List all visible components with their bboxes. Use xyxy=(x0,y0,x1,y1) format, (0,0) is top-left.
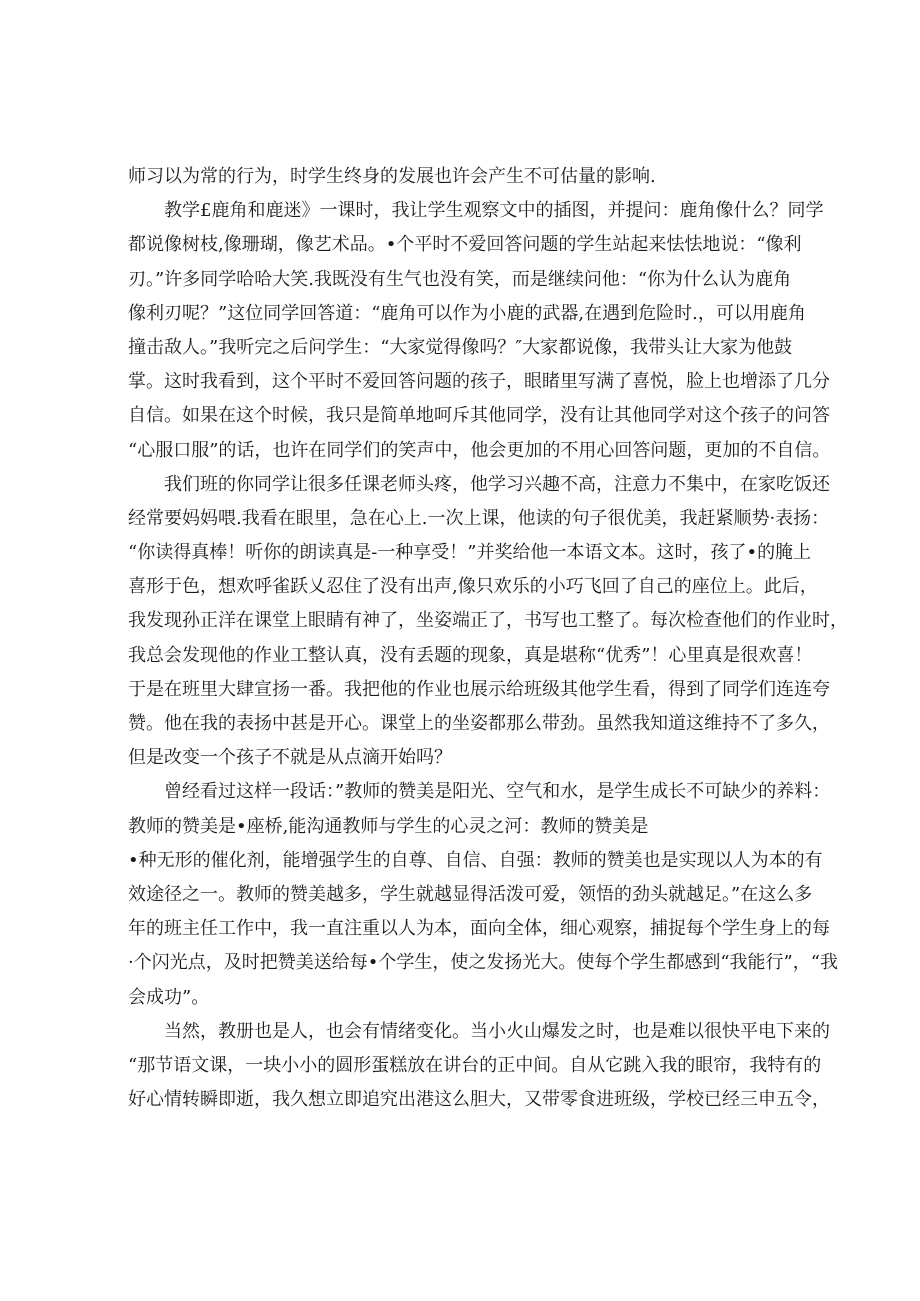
text-line: “你读得真棒！听你的朗读真是-一种享受！”并奖给他一本语文本。这时，孩了•的腌上 xyxy=(128,542,812,564)
text-line: 效途径之一。教师的赞美越多，学生就越显得活泼可爱，领悟的劲头就越足。”在这么多 xyxy=(128,883,813,905)
text-line: 撞击敌人。”我听完之后问学生：“大家觉得像吗？″大家都说像，我带头让大家为他鼓 xyxy=(128,336,793,358)
text-line: “那节语文课，一块小小的圆形蛋糕放在讲台的正中间。自从它跳入我的眼帘，我特有的 xyxy=(128,1054,822,1076)
body-text xyxy=(128,160,848,1117)
text-line: 会成功”。 xyxy=(128,986,210,1008)
text-line: 自信。如果在这个时候，我只是简单地呵斥其他同学，没有让其他同学对这个孩子的问答 xyxy=(128,405,830,427)
text-line: 教师的赞美是•座桥,能沟通教师与学生的心灵之河：教师的赞美是 xyxy=(128,815,649,837)
text-line: 师习以为常的行为，时学生终身的发展也许会产生不可估量的影响. xyxy=(128,166,656,187)
text-line: 像利刃呢？”这位同学回答道：“鹿角可以作为小鹿的武器,在遇到危险时.，可以用鹿角 xyxy=(128,302,806,324)
paragraph-start-line: 教学£鹿角和鹿迷》一课时，我让学生观察文中的插图，并提问：鹿角像什么？同学 xyxy=(164,200,824,222)
text-line: 于是在班里大肆宣扬一番。我把他的作业也展示给班级其他学生看，得到了同学们连连夸 xyxy=(128,678,830,700)
text-line: 我发现孙正洋在课堂上眼睛有神了，坐姿端正了，书写也工整了。每次检查他们的作业时， xyxy=(128,610,848,632)
text-line: 经常要妈妈喂.我看在眼里，急在心上.一次上课，他读的句子很优美，我赶紧顺势·表扬： xyxy=(128,507,830,529)
text-line: •种无形的催化剂，能增强学生的自尊、自信、自强：教师的赞美也是实现以人为本的有 xyxy=(128,849,823,871)
text-line: 刃。”许多同学哈哈大笑.我既没有生气也没有笑，而是继续问他：“你为什么认为鹿角 xyxy=(128,268,792,290)
text-line: 赞。他在我的表扬中甚是开心。课堂上的坐姿都那么带劲。虽然我知道这维持不了多久， xyxy=(128,713,830,734)
text-line: 都说像树枝,像珊瑚，像艺术品。•个平时不爱回答问题的学生站起来怯怯地说：“像利 xyxy=(128,234,802,256)
text-line: ·个闪光点，及时把赞美送给每•个学生，使之发扬光大。使每个学生都感到“我能行”，“我 xyxy=(128,952,838,974)
text-line: 我总会发现他的作业工整认真，没有丢题的现象，真是堪称“优秀”！心里真是很欢喜！ xyxy=(128,644,813,666)
text-line: 喜形于色，想欢呼雀跃乂忍住了没有出声,像只欢乐的小巧飞回了自己的座位上。此后， xyxy=(128,576,818,598)
paragraph-start-line: 曾经看过这样一段话：”教师的赞美是阳光、空气和水，是学生成长不可缺少的养料： xyxy=(164,781,831,803)
text-line: 好心情转瞬即逝，我久想立即追究出港这么胆大，又带零食进班级，学校已经三申五令， xyxy=(128,1089,830,1111)
paragraph-start-line: 我们班的你同学让很多任课老师头疼，他学习兴趣不高，注意力不集中，在家吃饭还 xyxy=(164,473,830,495)
text-line: 年的班主任工作中，我一直注重以人为本，面向全体，细心观察，捕捉每个学生身上的每 xyxy=(128,918,830,940)
text-line: 掌。这时我看到，这个平时不爱回答问题的孩子，眼睹里写满了喜悦，脸上也增添了几分 xyxy=(128,371,830,393)
paragraph-start-line: 当然，教册也是人，也会有情绪变化。当小火山爆发之时，也是难以很快平电下来的 xyxy=(164,1020,830,1042)
text-line: “心服口服”的话，也许在同学们的笑声中，他会更加的不用心回答问题，更加的不自信。 xyxy=(128,439,831,461)
text-line: 但是改变一个孩子不就是从点滴开始吗？ xyxy=(128,747,452,769)
